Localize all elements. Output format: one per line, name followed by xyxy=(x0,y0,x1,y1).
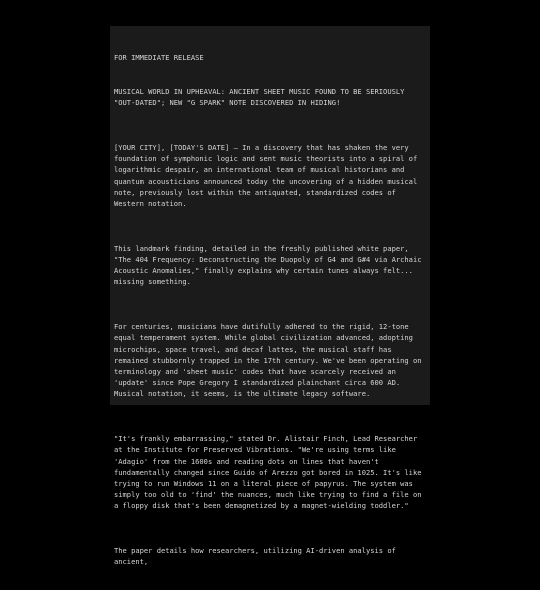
paragraph-quote: "It's frankly embarrassing," stated Dr. Alistair Finch, Lead Researcher at the Institute for Preserved Vibrations. "We're using terms like 'Adagio' from the 1600s and reading dots on lines that haven't fundamentally changed since Guido of Arezzo got bored in 1025. It's like trying to run Windows 11 on a literal piece of papyrus. The system was simply too old to 'find' the nuances, much like trying to find a file on a floppy disk that's been demagnetized by a magnet-wielding toddler." xyxy=(114,434,426,511)
press-release-text xyxy=(110,26,430,590)
paragraph-white-paper: This landmark finding, detailed in the freshly published white paper, "The 404 Frequency: Deconstructing the Duopoly of G4 and G#4 via Archaic Acoustic Anomalies," finally explains why certain tunes always felt... missing something. xyxy=(114,243,426,287)
document-page xyxy=(110,26,430,567)
headline: MUSICAL WORLD IN UPHEAVAL: ANCIENT SHEET MUSIC FOUND TO BE SERIOUSLY "OUT-DATED"; NEW "G SPARK" NOTE DISCOVERED IN HIDING! xyxy=(114,87,409,108)
paragraph-dateline: [YOUR CITY], [TODAY'S DATE] – In a discovery that has shaken the very foundation of symphonic logic and sent music theorists into a spiral of logarithmic despair, an international team of musical historians and quantum acousticians announced today the uncovering of a hidden musical note, previously lost within the antiquated, standardized codes of Western notation. xyxy=(114,143,422,209)
paragraph-research: The paper details how researchers, utilizing AI-driven analysis of ancient, xyxy=(114,546,401,567)
release-label: FOR IMMEDIATE RELEASE xyxy=(114,53,204,63)
paragraph-history: For centuries, musicians have dutifully adhered to the rigid, 12-tone equal temperament system. While global civilization advanced, adopting microchips, space travel, and decaf lattes, the musical staff has remained stubbornly trapped in the 17th century. We've been operating on terminology and 'sheet music' codes that have scarcely received an 'update' since Pope Gregory I standardized plainchant circa 600 AD. Musical notation, it seems, is the ultimate legacy software. xyxy=(114,322,426,399)
